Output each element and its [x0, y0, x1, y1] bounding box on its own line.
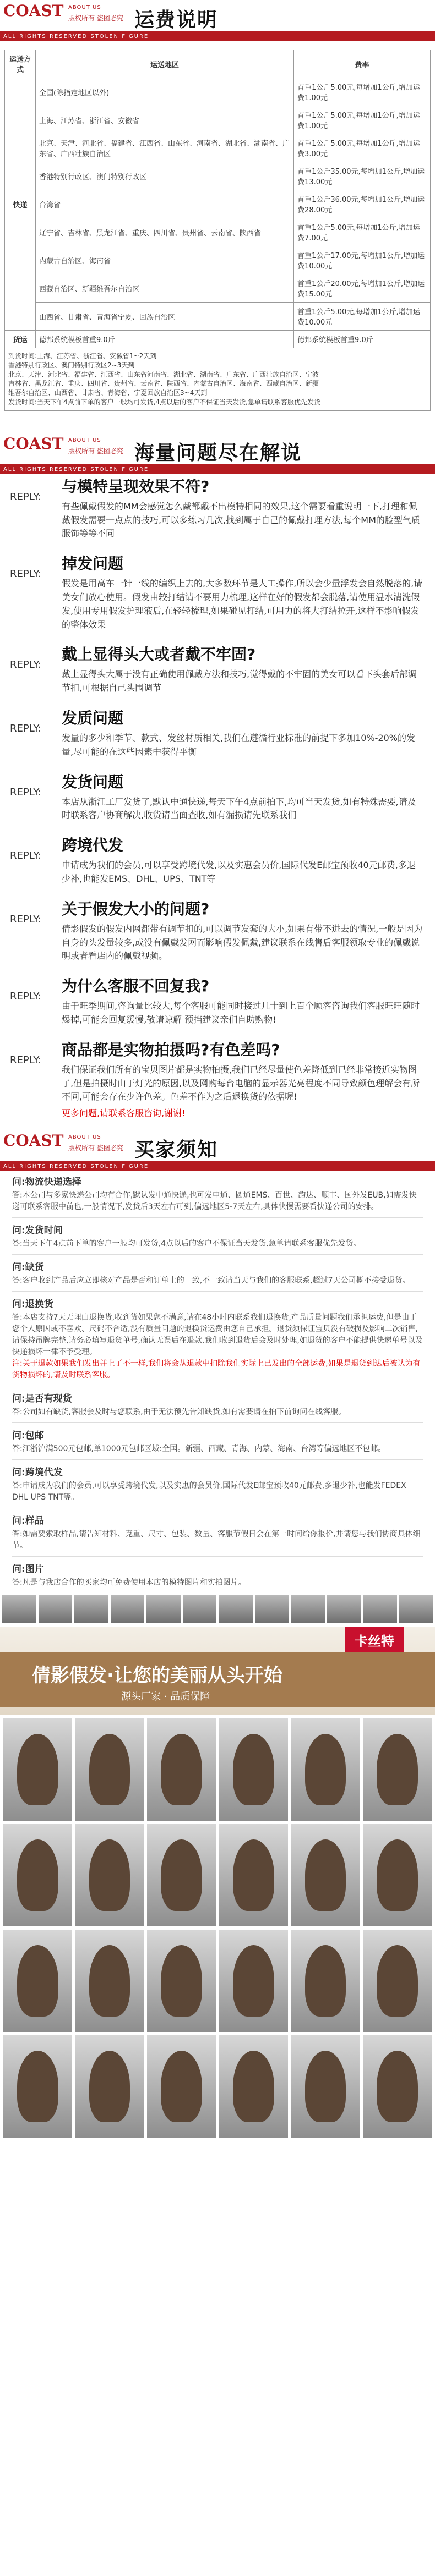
reply-tag: REPLY: — [10, 659, 42, 671]
wig-photo — [291, 2035, 360, 2138]
rate-cell: 首重1公斤35.00元,每增加1公斤,增加运费13.00元 — [294, 162, 431, 190]
table-row — [5, 331, 431, 348]
notice-warning: 注:关于退款如果我们发出并上了不一样,我们将会从退款中扣除我们实际上已发出的全部运费,如果是退货到达后被认为有货物损坏的,请及时联系客服。 — [12, 1359, 421, 1380]
rate-cell: 首重1公斤20.00元,每增加1公斤,增加运费15.00元 — [294, 274, 431, 303]
wig-icon — [161, 1945, 202, 2017]
header-strip: ALL RIGHTS RESERVED STOLEN FIGURE — [0, 466, 435, 474]
notice-question: 问:样品 — [12, 1515, 44, 1527]
notice-header — [0, 1130, 435, 1170]
wig-icon — [17, 1945, 58, 2017]
thumbnail-image — [399, 1595, 433, 1623]
divider — [12, 1291, 423, 1292]
note-line: 维吾尔自治区、山西省、甘肃省、青海省、宁夏回族自治区3~4天到 — [8, 389, 208, 397]
wig-icon — [17, 1734, 58, 1805]
wig-photo — [219, 1930, 288, 2032]
brand-about: ABOUT US — [68, 1134, 101, 1141]
note-line: 北京、天津、河北省、福建省、江西省、山东省河南省、湖北省、湖南省、广东省、广西壮族自治区、宁波 — [8, 370, 319, 378]
faq-answer: 本店从浙江工厂发货了,默认中通快递,每天下午4点前拍下,均可当天发货,如有特殊需要,请及时联系客户协商解决,收货请当面查收,如有漏损请先联系我们 — [62, 796, 416, 821]
faq-item — [10, 552, 424, 631]
notes-row — [5, 348, 431, 411]
table-row — [5, 303, 431, 331]
brand-about: ABOUT US — [68, 437, 101, 443]
shipping-table — [4, 50, 431, 411]
region-cell: 台湾省 — [36, 190, 294, 218]
wig-icon — [377, 1945, 418, 2017]
wig-photo — [291, 1718, 360, 1821]
wig-photo — [3, 1824, 72, 1926]
reply-tag: REPLY: — [10, 491, 42, 503]
notice-question: 问:图片 — [12, 1564, 44, 1575]
divider — [12, 1254, 423, 1255]
faq-item — [10, 770, 424, 823]
divider — [12, 1217, 423, 1218]
reply-tag: REPLY: — [10, 850, 42, 862]
notice-question: 问:退换货 — [12, 1299, 53, 1310]
wig-photo — [3, 1930, 72, 2032]
notice-answer: 答:当天下午4点前下单的客户一般均可发货,4点以后的客户不保证当天发货,急单请联系客服优先发货。 — [12, 1239, 361, 1249]
wig-photo — [3, 2035, 72, 2138]
wig-photo — [75, 2035, 144, 2138]
table-row — [5, 106, 431, 134]
notice-answer: 答:申请成为我们的会员,可以享受跨境代发,以及实惠的会员价,国际代发E邮宝预收40元邮费,多退少补,也能发FEDEX DHL UPS TNT等。 — [12, 1481, 406, 1502]
notice-item — [12, 1222, 423, 1250]
reply-tag: REPLY: — [10, 786, 42, 798]
thumbnail-image — [219, 1595, 253, 1623]
thumbnail-image — [111, 1595, 145, 1623]
table-row — [5, 134, 431, 162]
rate-cell: 首重1公斤5.00元,每增加1公斤,增加运费3.00元 — [294, 134, 431, 162]
wig-photo — [219, 1718, 288, 1821]
wig-photo — [147, 1824, 216, 1926]
thumbnail-image — [363, 1595, 397, 1623]
faq-item — [10, 974, 424, 1027]
faq-answer: 倩影假发的假发内网都带有调节扣的,可以调节发套的大小,如果有带不进去的情况,一般是因为自身的头发量较多,或没有佩戴发网而影响假发佩戴,建议联系在线售后客服领取专业的佩戴说明或者看店内的佩戴视频。 — [62, 923, 423, 962]
note-line: 香港特别行政区、澳门特别行政区2~3天到 — [8, 361, 135, 369]
wig-icon — [377, 2051, 418, 2122]
header-rate: 费率 — [294, 50, 431, 78]
wig-icon — [89, 2051, 130, 2122]
brand-logo: COAST — [3, 2, 64, 20]
notice-question: 问:缺货 — [12, 1262, 44, 1273]
notice-question: 问:物流快递选择 — [12, 1177, 81, 1188]
brand-banner — [0, 1627, 435, 1715]
note-line: 吉林省、黑龙江省、重庆、四川省、贵州省、云南省、陕西省、内蒙古自治区、海南省、西藏自治区、新疆 — [8, 380, 319, 388]
notice-item — [12, 1513, 423, 1552]
wig-icon — [233, 1839, 274, 1911]
note-line: 发货时间:当天下午4点前下单的客户一般均可发货,4点以后的客户不保证当天发货,急单请联系客服优先发货 — [8, 398, 320, 406]
faq-answer: 由于旺季期间,咨询量比较大,每个客服可能同时接过几十到上百个顾客咨询我们客服旺旺随时爆掉,可能会回复缓慢,敬请谅解 预挡建议亲们自助购物! — [62, 1001, 420, 1025]
wig-icon — [89, 1839, 130, 1911]
thumbnail-image — [255, 1595, 289, 1623]
faq-question: 与模特呈现效果不符? — [62, 477, 210, 496]
wig-photo — [75, 1930, 144, 2032]
notice-question: 问:跨境代发 — [12, 1467, 63, 1479]
header-method: 运送方式 — [5, 50, 36, 78]
notice-item — [12, 1391, 423, 1418]
wig-icon — [89, 1734, 130, 1805]
faq-answer: 申请成为我们的会员,可以享受跨境代发,以及实惠会员价,国际代发E邮宝预收40元邮费,多退少补,也能发EMS、DHL、UPS、TNT等 — [62, 860, 416, 884]
header-strip: ALL RIGHTS RESERVED STOLEN FIGURE — [0, 33, 435, 41]
region-cell: 全国(除指定地区以外) — [36, 78, 294, 106]
notice-answer: 答:客户收到产品后应立即核对产品是否和订单上的一致,不一致请当天与我们的客服联系,超过7天公司概不接受退货。 — [12, 1276, 410, 1286]
faq-title: 海量问题尽在解说 — [134, 441, 302, 464]
region-cell: 山西省、甘肃省、青海省宁夏、回族自治区 — [36, 303, 294, 331]
shipping-notes — [5, 348, 431, 411]
faq-question: 跨境代发 — [62, 836, 124, 855]
wig-icon — [305, 1945, 346, 2017]
wig-photo — [363, 2035, 432, 2138]
faq-item — [10, 475, 424, 541]
wig-photo — [75, 1824, 144, 1926]
rate-cell: 首重1公斤5.00元,每增加1公斤,增加运费7.00元 — [294, 218, 431, 246]
wig-photo — [363, 1930, 432, 2032]
notice-item — [12, 1259, 423, 1287]
wig-icon — [233, 1945, 274, 2017]
header-region: 运送地区 — [36, 50, 294, 78]
thumbnail-strip — [0, 1595, 435, 1623]
faq-item — [10, 706, 424, 759]
wig-photo — [363, 1824, 432, 1926]
wig-icon — [377, 1734, 418, 1805]
brand-logo: COAST — [3, 1132, 64, 1150]
shipping-header — [0, 0, 435, 40]
thumbnail-image — [146, 1595, 181, 1623]
wig-photo — [147, 2035, 216, 2138]
notice-answer: 答:本店支持7天无理由退换货,收到货如果您不满意,请在48小时内联系我们退换货,产品质量问题我们承担运费,但是由于您个人原因或不喜欢、尺码不合适,没有质量问题的退换货运费由您自己承担。退货须保证宝贝没有破损及影响二次销售,请保持吊牌完整,请务必填写退货单号,确认无误后在退款,我们收到退货后会及时处理,如退货的客户不能提供快递单号以及快递损坏一律不予受理。 — [12, 1313, 423, 1357]
reply-tag: REPLY: — [10, 722, 42, 734]
header-strip: ALL RIGHTS RESERVED STOLEN FIGURE — [0, 1163, 435, 1171]
wig-photo — [3, 1718, 72, 1821]
brand-logo: COAST — [3, 434, 64, 453]
notice-item — [12, 1358, 423, 1381]
rate-cell: 首重1公斤17.00元,每增加1公斤,增加运费10.00元 — [294, 246, 431, 274]
notice-answer: 答:本公司与多家快递公司均有合作,默认发中通快递,也可发申通、圆通EMS、百世、韵达、顺丰、国外发EUB,如需发快递可联系客服中前也,一般情况下,发货后3天左右可到,偏远地区5-7天左右,具体快慢需要看快递公司的安排。 — [12, 1191, 417, 1212]
faq-item — [10, 897, 424, 963]
wig-photo — [147, 1718, 216, 1821]
express-label: 快递 — [5, 78, 36, 331]
faq-question: 掉发问题 — [62, 554, 124, 573]
notice-answer: 答:公司如有缺货,客服会及时与您联系,由于无法预先告知缺货,如有需要请在拍下前询问在线客服。 — [12, 1408, 346, 1417]
thumbnail-image — [74, 1595, 108, 1623]
faq-item — [10, 642, 424, 695]
wig-photo — [75, 1718, 144, 1821]
faq-question: 关于假发大小的问题? — [62, 899, 210, 918]
faq-section — [0, 466, 435, 1119]
notice-answer: 答:如需要索取样品,请告知材料、克重、尺寸、包装、数量、客服节假日会在第一时间给你报价,并请您与我们协商具体细节。 — [12, 1530, 421, 1551]
shipping-table-header — [5, 50, 431, 78]
notice-item — [12, 1561, 423, 1589]
faq-answer: 有些佩戴假发的MM会感觉怎么戴都戴不出模特相同的效果,这个需要看重说明一下,打理和佩戴假发需要一点点的技巧,可以多练习几次,找到属于自己的佩戴打理方法,每个MM的脸型气质服饰等等不同 — [62, 501, 420, 539]
wig-icon — [161, 1839, 202, 1911]
wig-icon — [377, 1839, 418, 1911]
rate-cell: 首重1公斤5.00元,每增加1公斤,增加运费1.00元 — [294, 106, 431, 134]
notice-question: 问:包邮 — [12, 1430, 44, 1442]
notice-title: 买家须知 — [134, 1139, 219, 1162]
faq-item — [10, 833, 424, 886]
thumbnail-image — [39, 1595, 73, 1623]
divider — [12, 1422, 423, 1423]
faq-contact-note: 更多问题,请联系客服咨询,谢谢! — [62, 1108, 186, 1119]
notice-section — [0, 1163, 435, 1589]
rate-cell: 首重1公斤5.00元,每增加1公斤,增加运费1.00元 — [294, 78, 431, 106]
wig-photo — [363, 1718, 432, 1821]
notice-item — [12, 1464, 423, 1503]
reply-tag: REPLY: — [10, 991, 42, 1003]
reply-tag: REPLY: — [10, 1054, 42, 1066]
table-row — [5, 78, 431, 106]
table-row — [5, 246, 431, 274]
wig-photo — [219, 1824, 288, 1926]
wig-icon — [17, 2051, 58, 2122]
notice-answer: 答:凡是与我店合作的买家均可免费使用本店的模特图片和实拍图片。 — [12, 1578, 246, 1588]
wig-icon — [17, 1839, 58, 1911]
faq-question: 商品都是实物拍摄吗?有色差吗? — [62, 1040, 280, 1059]
cargo-region: 德邦系统模板首重9.0斤 — [36, 331, 294, 348]
shipping-title: 运费说明 — [134, 9, 219, 31]
table-row — [5, 190, 431, 218]
faq-question: 发货问题 — [62, 772, 124, 791]
cargo-rate: 德邦系统模板首重9.0斤 — [294, 331, 431, 348]
faq-answer: 我们保证我们所有的宝贝图片都是实物拍摄,我们已经尽量使色差降低到已经非常接近实物图了,但是拍摄时由于灯光的原因,以及网购每台电脑的显示器光亮程度不同导致颜色理解会有所不同,可能会存在少许色差。色差不作为之后退换货的依据喔! — [62, 1064, 420, 1102]
region-cell: 北京、天津、河北省、福建省、江西省、山东省、河南省、湖北省、湖南省、广东省、广西壮族自治区 — [36, 134, 294, 162]
region-cell: 辽宁省、吉林省、黑龙江省、重庆、四川省、贵州省、云南省、陕西省 — [36, 218, 294, 246]
cargo-label: 货运 — [5, 331, 36, 348]
faq-header — [0, 433, 435, 473]
faq-answer: 戴上显得头大属于没有正确使用佩戴方法和技巧,觉得戴的不牢固的美女可以看下头套后部调节扣,可根据自己头围调节 — [62, 669, 417, 694]
notice-question: 问:是否有现货 — [12, 1393, 72, 1405]
faq-item — [10, 1038, 424, 1119]
wig-icon — [305, 2051, 346, 2122]
thumbnail-image — [291, 1595, 325, 1623]
brand-subtitle: 源头厂家 · 品质保障 — [121, 1691, 210, 1703]
faq-answer: 发量的多少和季节、款式、发丝材质相关,我们在遵循行业标准的前提下多加10%-20%的发量,尽可能的在这些因素中获得平衡 — [62, 732, 415, 757]
notice-item — [12, 1174, 423, 1213]
thumbnail-image — [327, 1595, 361, 1623]
table-row — [5, 274, 431, 303]
brand-tag: 卡丝特 — [345, 1627, 404, 1653]
table-row — [5, 218, 431, 246]
faq-answer: 假发是用高车一针一线的编织上去的,大多数环节是人工操作,所以会少量浮发会自然脱落的,请美女们放心使用。假发由较打结请不要用力梳理,这样在好的假发都会脱落,请使用温水清洗假发,使用专用假发护理液后,在轻轻梳理,如果碰见打结,可用力的将大打结拉开,这样不影响假发的整体效果 — [62, 578, 423, 630]
region-cell: 上海、江苏省、浙江省、安徽省 — [36, 106, 294, 134]
reply-tag: REPLY: — [10, 568, 42, 580]
wig-photo — [291, 1824, 360, 1926]
brand-slogan: 倩影假发·让您的美丽从头开始 — [32, 1665, 282, 1687]
brand-copyright: 版权所有 盗图必究 — [68, 1144, 123, 1152]
wig-photo — [147, 1930, 216, 2032]
wig-icon — [233, 2051, 274, 2122]
notice-item — [12, 1296, 423, 1358]
wig-icon — [305, 1839, 346, 1911]
thumbnail-image — [2, 1595, 36, 1623]
brand-panel — [0, 1652, 435, 1707]
reply-tag: REPLY: — [10, 913, 42, 925]
brand-copyright: 版权所有 盗图必究 — [68, 14, 123, 22]
rate-cell: 首重1公斤36.00元,每增加1公斤,增加运费28.00元 — [294, 190, 431, 218]
wig-icon — [161, 1734, 202, 1805]
region-cell: 西藏自治区、新疆维吾尔自治区 — [36, 274, 294, 303]
divider — [12, 1459, 423, 1460]
notice-item — [12, 1427, 423, 1455]
note-line: 到货时间:上海、江苏省、浙江省、安徽省1~2天到 — [8, 352, 157, 360]
brand-about: ABOUT US — [68, 4, 101, 10]
notice-answer: 答:江浙沪满500元包邮,单1000元包邮区域:全国。新疆、西藏、青海、内蒙、海南、台湾等偏远地区不包邮。 — [12, 1444, 386, 1454]
rate-cell: 首重1公斤5.00元,每增加1公斤,增加运费10.00元 — [294, 303, 431, 331]
faq-question: 发质问题 — [62, 708, 124, 727]
brand-copyright: 版权所有 盗图必究 — [68, 447, 123, 455]
wig-photo — [219, 2035, 288, 2138]
wig-icon — [305, 1734, 346, 1805]
notice-question: 问:发货时间 — [12, 1225, 63, 1237]
region-cell: 内蒙古自治区、海南省 — [36, 246, 294, 274]
faq-question: 戴上显得头大或者戴不牢固? — [62, 645, 256, 664]
wig-icon — [233, 1734, 274, 1805]
faq-question: 为什么客服不回复我? — [62, 977, 210, 996]
divider — [12, 1556, 423, 1557]
region-cell: 香港特别行政区、澳门特别行政区 — [36, 162, 294, 190]
wig-icon — [89, 1945, 130, 2017]
thumbnail-image — [183, 1595, 217, 1623]
table-row — [5, 162, 431, 190]
wig-icon — [161, 2051, 202, 2122]
wig-photo — [291, 1930, 360, 2032]
wig-photo-grid — [0, 1715, 435, 2141]
